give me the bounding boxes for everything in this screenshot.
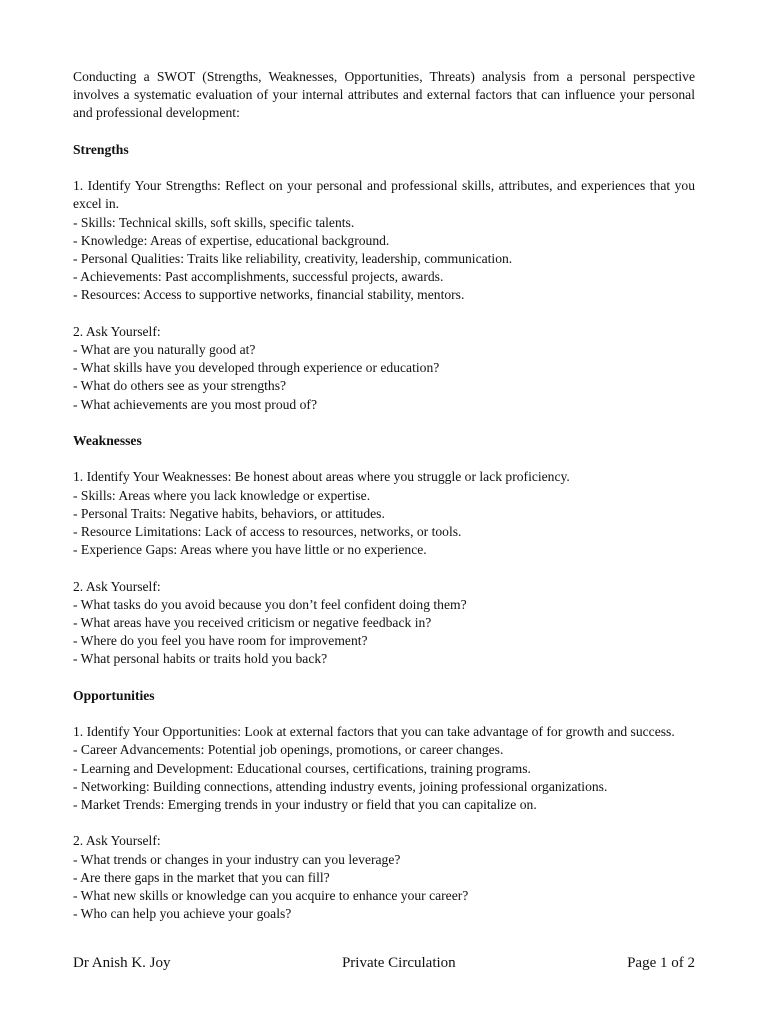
list-item: - What trends or changes in your industry can you leverage? <box>73 851 401 867</box>
opportunities-identify: 1. Identify Your Opportunities: Look at external factors that you can take advantage of for growth and success. <box>73 724 675 740</box>
list-item: - Career Advancements: Potential job openings, promotions, or career changes. <box>73 742 504 758</box>
list-item: - What areas have you received criticism or negative feedback in? <box>73 615 432 630</box>
footer-circulation: Private Circulation <box>341 955 456 971</box>
strengths-identify: 1. Identify Your Strengths: Reflect on your personal and professional skills, attributes, and experiences that you excel in. <box>73 178 695 212</box>
strengths-heading: Strengths <box>73 141 129 157</box>
list-item: - Learning and Development: Educational courses, certifications, training programs. <box>73 760 531 776</box>
opportunities-ask: 2. Ask Yourself: <box>73 833 161 849</box>
strengths-ask: 2. Ask Yourself: <box>73 323 161 339</box>
spacer <box>73 669 695 687</box>
intro-paragraph: Conducting a SWOT (Strengths, Weaknesses, Opportunities, Threats) analysis from a personal perspective involves a systematic evaluation of your internal attributes and external factors that can influence your personal and professional development: <box>73 69 695 121</box>
spacer <box>73 305 695 323</box>
list-item: - Market Trends: Emerging trends in your industry or field that you can capitalize on. <box>73 797 537 812</box>
spacer <box>73 414 695 432</box>
list-item: - Networking: Building connections, attending industry events, joining professional organizations. <box>73 778 608 794</box>
footer-author: Dr Anish K. Joy <box>73 955 171 971</box>
list-item: - Skills: Technical skills, soft skills, specific talents. <box>73 214 355 230</box>
list-item: - Resource Limitations: Lack of access to resources, networks, or tools. <box>73 524 462 539</box>
list-item: - What skills have you developed through experience or education? <box>73 360 440 376</box>
list-item: - Where do you feel you have room for improvement? <box>73 633 368 649</box>
spacer <box>73 814 695 832</box>
list-item: - Who can help you achieve your goals? <box>73 906 292 922</box>
list-item: - What achievements are you most proud of? <box>73 396 317 412</box>
weaknesses-identify: 1. Identify Your Weaknesses: Be honest about areas where you struggle or lack proficiency. <box>73 469 570 485</box>
list-item: - Are there gaps in the market that you can fill? <box>73 869 330 885</box>
weaknesses-heading: Weaknesses <box>73 433 142 448</box>
page-footer <box>73 953 695 973</box>
list-item: - What tasks do you avoid because you don’t feel confident doing them? <box>73 596 467 612</box>
list-item: - Skills: Areas where you lack knowledge or expertise. <box>73 487 371 503</box>
list-item: - What do others see as your strengths? <box>73 378 287 394</box>
list-item: - What personal habits or traits hold you back? <box>73 651 328 667</box>
list-item: - What are you naturally good at? <box>73 342 256 357</box>
weaknesses-ask: 2. Ask Yourself: <box>73 578 161 594</box>
list-item: - Resources: Access to supportive networks, financial stability, mentors. <box>73 287 465 303</box>
list-item: - Experience Gaps: Areas where you have little or no experience. <box>73 542 427 558</box>
spacer <box>73 705 695 723</box>
list-item: - What new skills or knowledge can you acquire to enhance your career? <box>73 888 469 903</box>
opportunities-heading: Opportunities <box>73 687 155 703</box>
document-body <box>73 68 695 923</box>
list-item: - Personal Qualities: Traits like reliability, creativity, leadership, communication. <box>73 251 513 266</box>
footer-page-number: Page 1 of 2 <box>627 955 695 971</box>
spacer <box>73 450 695 468</box>
list-item: - Personal Traits: Negative habits, behaviors, or attitudes. <box>73 505 385 521</box>
spacer <box>73 559 695 577</box>
list-item: - Achievements: Past accomplishments, successful projects, awards. <box>73 269 444 285</box>
spacer <box>73 159 695 177</box>
list-item: - Knowledge: Areas of expertise, educational background. <box>73 232 390 248</box>
spacer <box>73 123 695 141</box>
